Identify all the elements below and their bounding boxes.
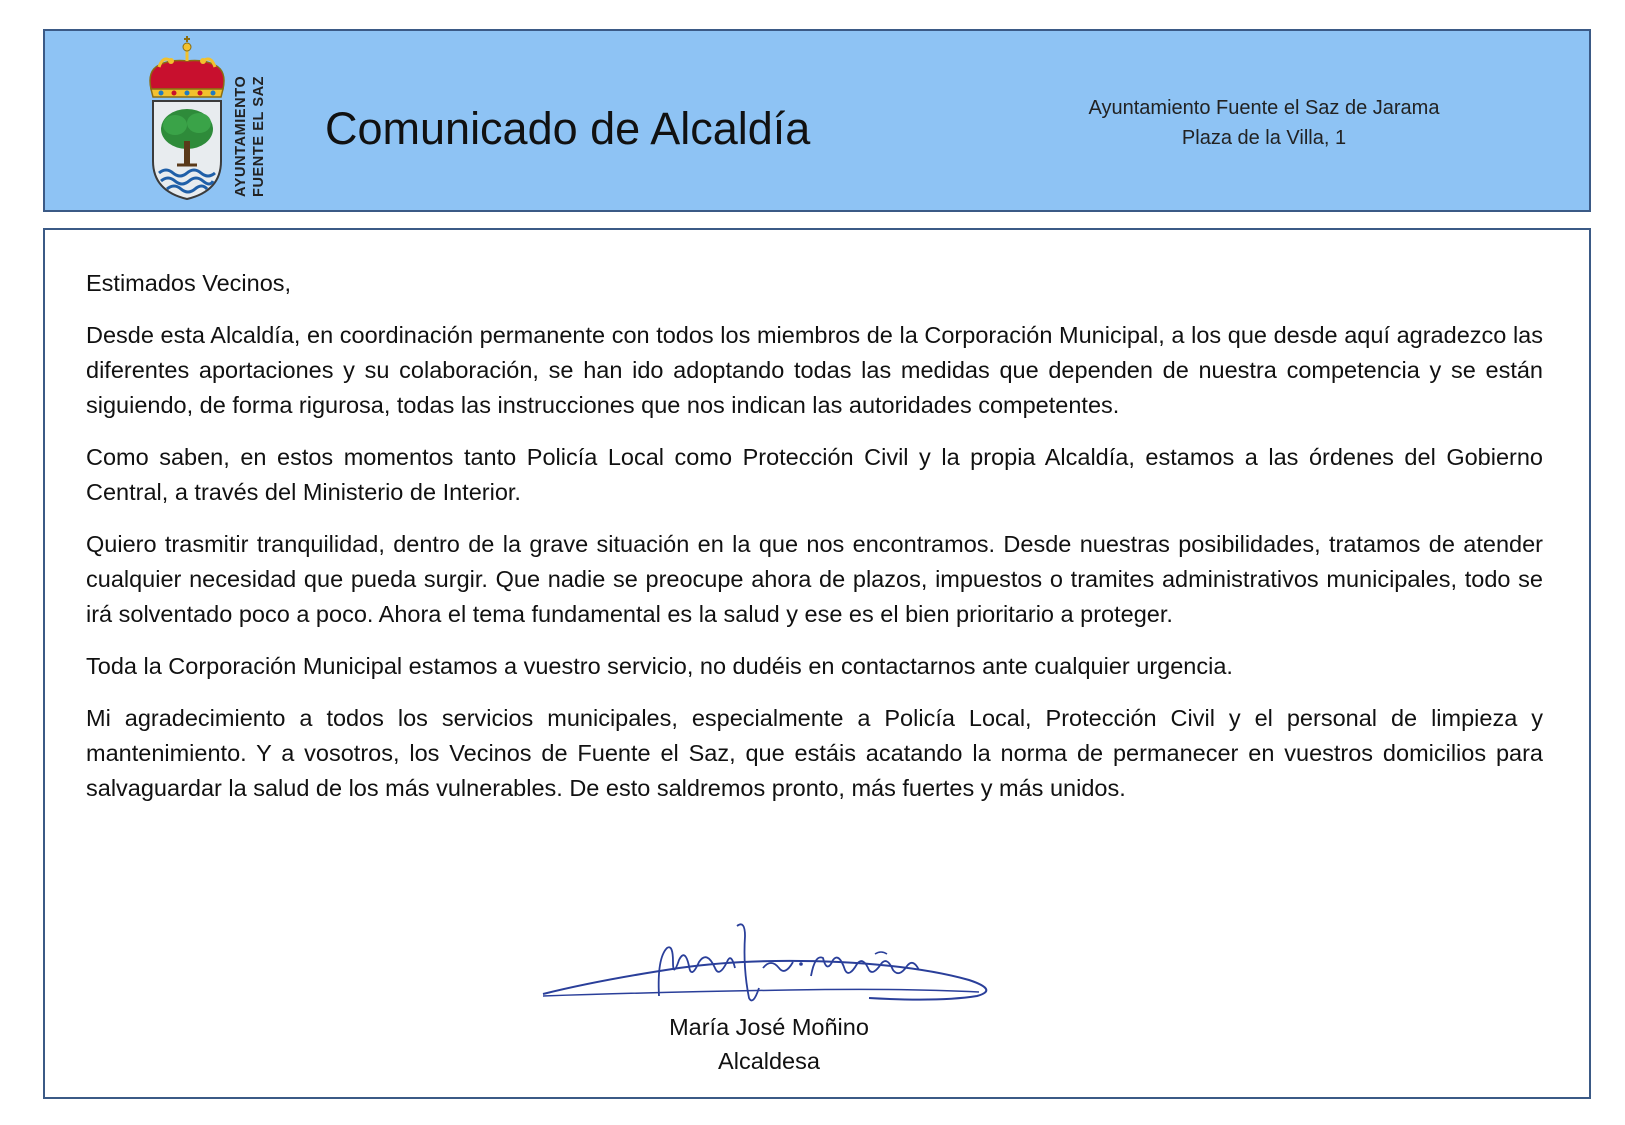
paragraph: Mi agradecimiento a todos los servicios municipales, especialmente a Policía Local, Protección Civil y el personal de limpieza y mantenimiento. Y a vosotros, los Vecinos de Fuente el Saz, que estáis acatando la norma de permanecer en vuestros domicilios para salvaguardar la salud de los más vulnerables. De esto saldremos pronto, más fuertes y más unidos. [86, 705, 1543, 801]
paragraph: Toda la Corporación Municipal estamos a vuestro servicio, no dudéis en contactarnos ante cualquier urgencia. [86, 653, 1233, 679]
greeting: Estimados Vecinos, [86, 270, 292, 296]
signature-image [539, 918, 999, 1010]
page-title: Comunicado de Alcaldía [325, 103, 811, 154]
crest-label-line2: FUENTE EL SAZ [251, 75, 267, 197]
paragraph: Como saben, en estos momentos tanto Policía Local como Protección Civil y la propia Alcaldía, estamos a las órdenes del Gobierno Central, a través del Ministerio de Interior. [86, 444, 1543, 505]
paragraph: Desde esta Alcaldía, en coordinación permanente con todos los miembros de la Corporación Municipal, a los que desde aquí agradezco las diferentes aportaciones y su colaboración, se han ido adoptando todas las medidas que dependen de nuestra competencia y se están siguiendo, de forma rigurosa, todas las instrucciones que nos indican las autoridades competentes. [86, 322, 1543, 418]
paragraph: Quiero trasmitir tranquilidad, dentro de la grave situación en la que nos encontramos. Desde nuestras posibilidades, tratamos de atender cualquier necesidad que pueda surgir. Que nadie se preocupe ahora de plazos, impuestos o tramites administrativos municipales, todo se irá solventado poco a poco. Ahora el tema fundamental es la salud y ese es el bien prioritario a proteger. [86, 531, 1543, 627]
signature-block [539, 918, 999, 1078]
signer-role: Alcaldesa [718, 1048, 820, 1074]
address-block [1034, 93, 1494, 153]
signer-name: María José Moñino [669, 1014, 869, 1040]
address-line-1: Ayuntamiento Fuente el Saz de Jarama [1088, 97, 1440, 119]
letter-text [86, 266, 1543, 823]
letterhead [43, 29, 1591, 212]
coat-of-arms-icon [141, 31, 233, 201]
crest-label [225, 59, 287, 199]
address-line-2: Plaza de la Villa, 1 [1181, 127, 1347, 149]
letter-body [43, 228, 1591, 1099]
crest-label-line1: AYUNTAMIENTO [233, 75, 249, 197]
